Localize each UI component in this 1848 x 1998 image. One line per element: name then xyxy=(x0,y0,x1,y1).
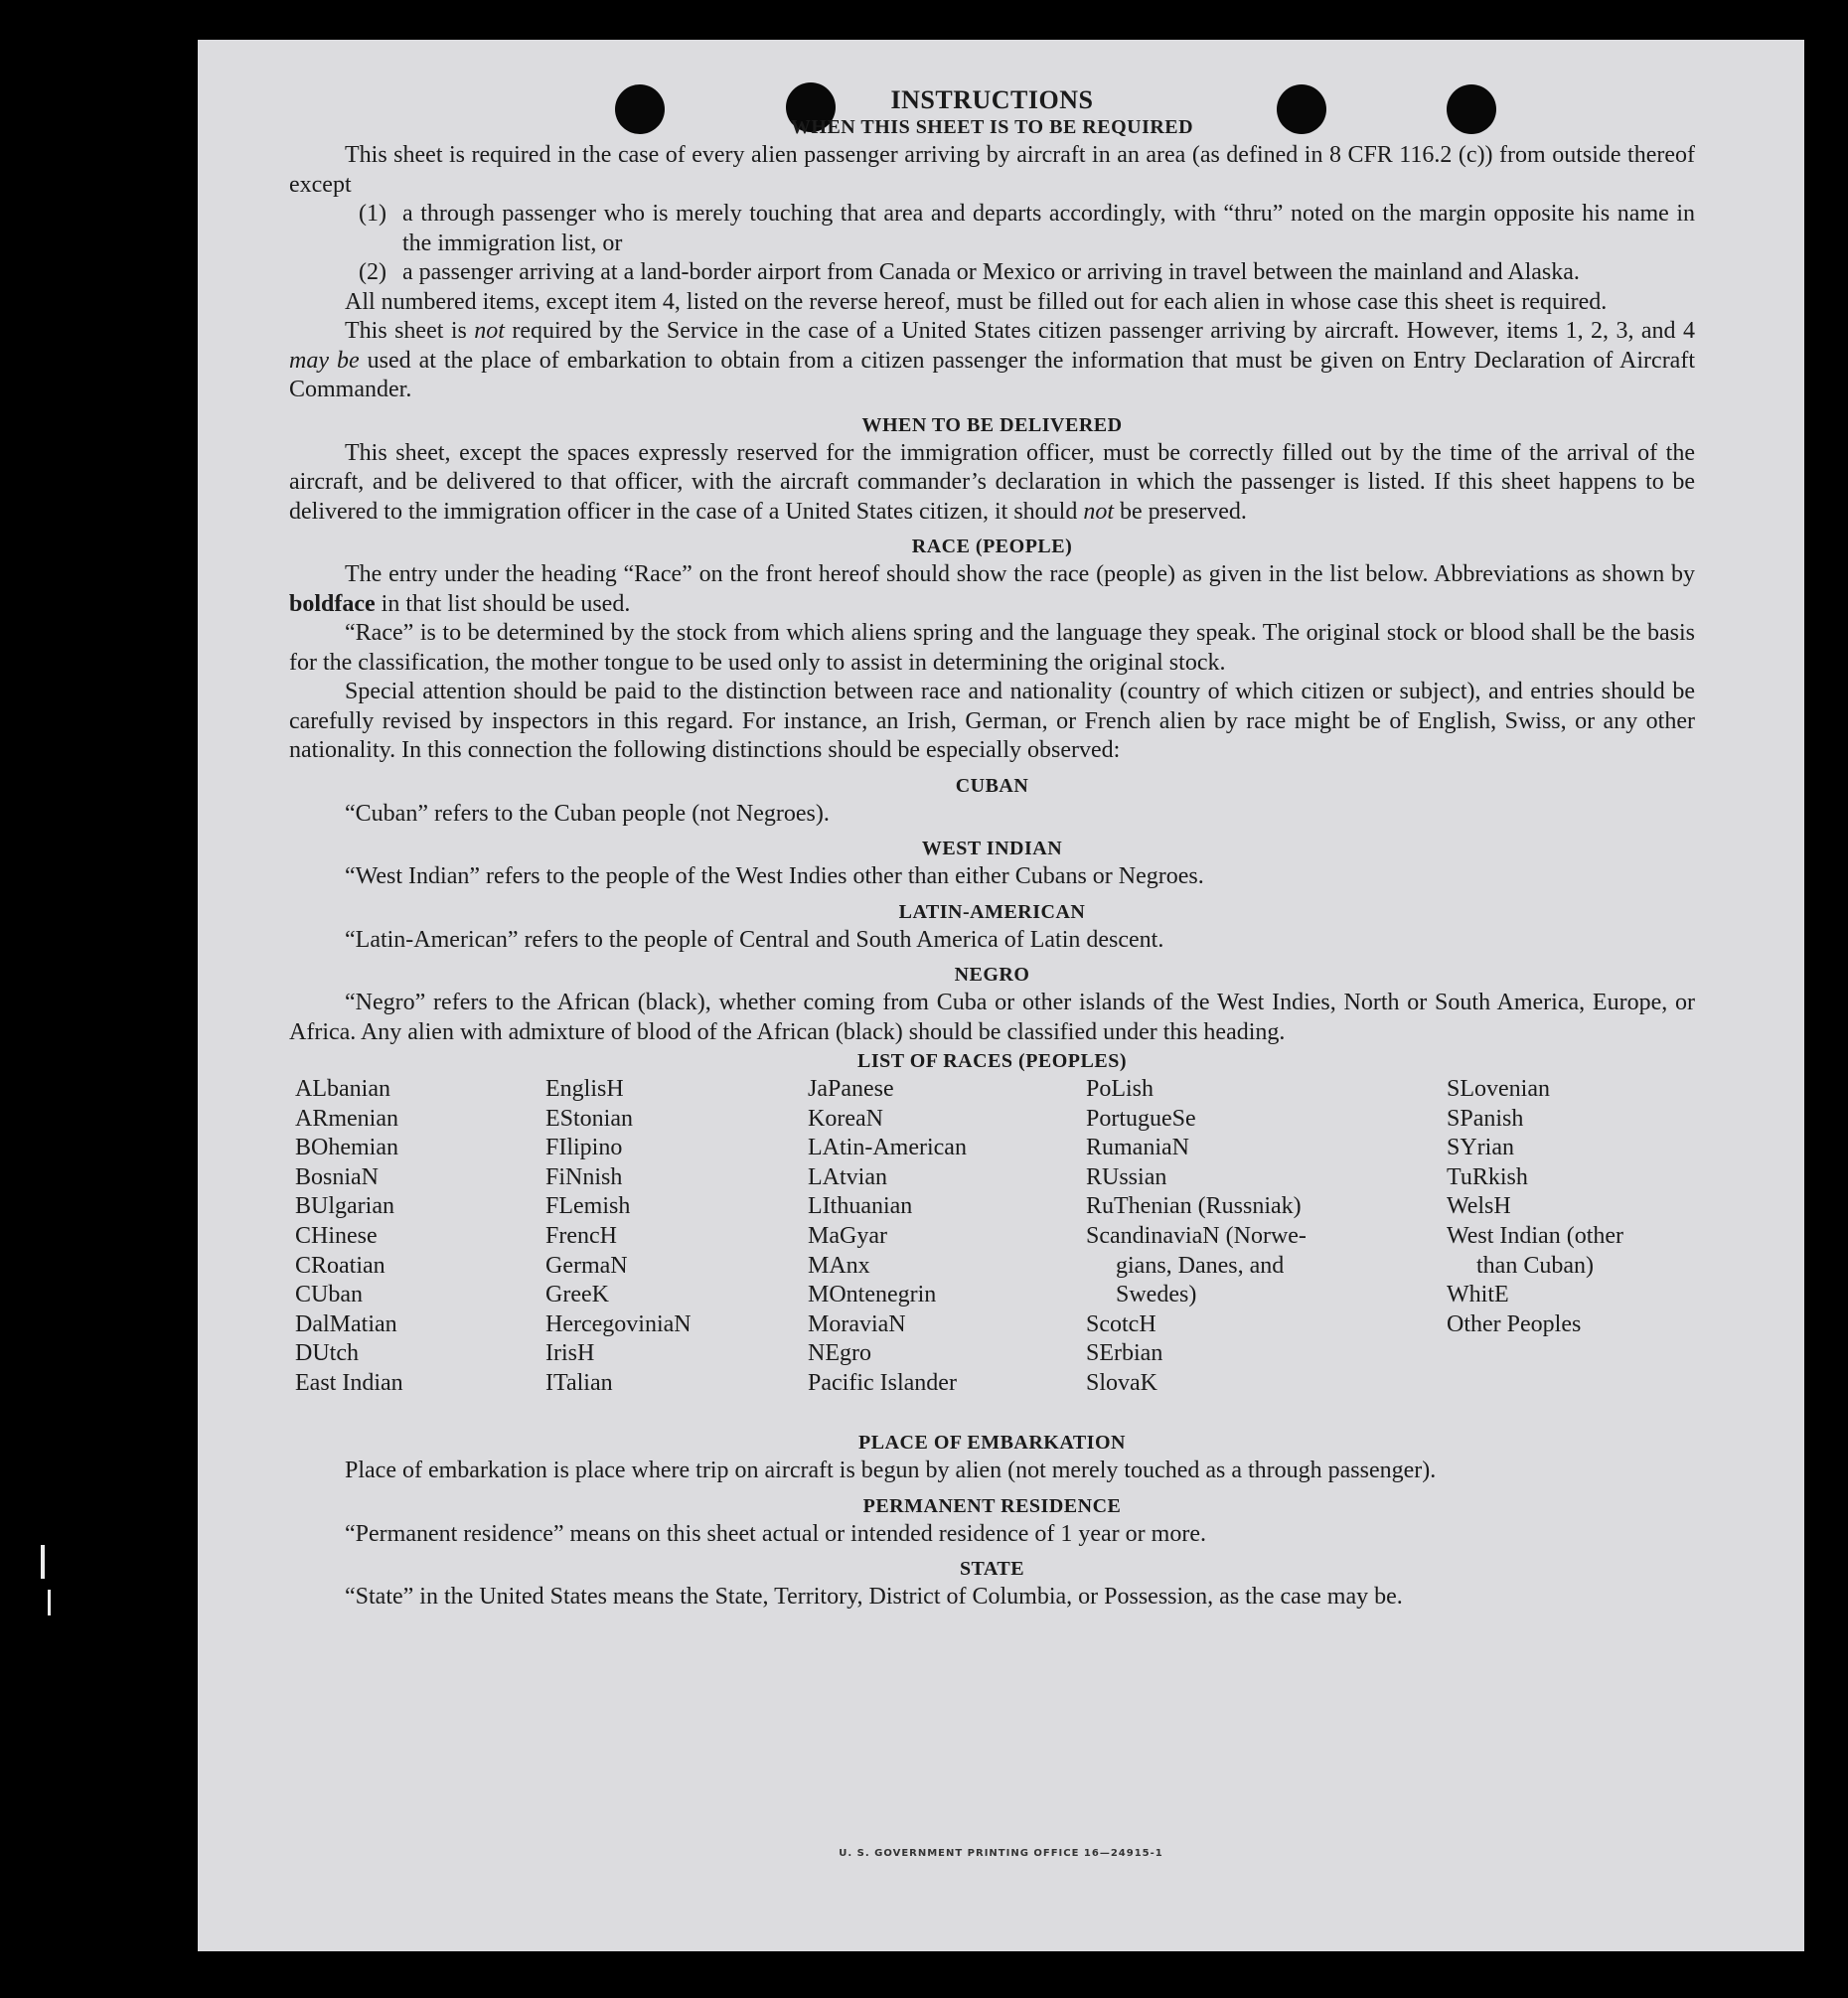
race-entry: Swedes) xyxy=(1116,1282,1197,1308)
race-entry: West Indian (other xyxy=(1447,1222,1624,1249)
race-entry: EnglisH xyxy=(545,1076,624,1102)
race-entry: TuRkish xyxy=(1447,1163,1528,1190)
race-entry: SLovenian xyxy=(1447,1076,1550,1102)
heading-embarkation: PLACE OF EMBARKATION xyxy=(858,1432,1126,1454)
race-entry: BosniaN xyxy=(295,1163,379,1190)
item-text: a through passenger who is merely touching that area and departs accordingly, with “thru” noted on the margin opposite his name in the immigration list, or xyxy=(402,201,1695,256)
numbered-item xyxy=(289,200,1695,258)
race-entry: SPanish xyxy=(1447,1105,1524,1132)
race-entry: BOhemian xyxy=(295,1135,398,1161)
race-column-4 xyxy=(1086,1075,1307,1399)
numbered-item xyxy=(289,258,1695,288)
race-entry: NEgro xyxy=(808,1340,871,1367)
heading-list-of-races: LIST OF RACES (PEOPLES) xyxy=(856,1050,1127,1072)
text-run: used at the place of embarkation to obtain from a citizen passenger the information that must be given on Entry Declaration of Aircraft Commander. xyxy=(289,347,1695,402)
italic-run: not xyxy=(1083,498,1114,525)
race-entry: ALbanian xyxy=(295,1076,390,1102)
heading-negro: NEGRO xyxy=(954,964,1030,986)
paragraph xyxy=(289,560,1695,619)
race-entry: MOntenegrin xyxy=(808,1282,937,1308)
race-entry: PortugueSe xyxy=(1086,1105,1196,1132)
race-entry: LAtvian xyxy=(808,1163,887,1190)
race-entry: SErbian xyxy=(1086,1340,1163,1367)
race-entry: ARmenian xyxy=(295,1105,398,1132)
scan-artifact xyxy=(48,1590,51,1615)
paragraph: “Cuban” refers to the Cuban people (not Negroes). xyxy=(345,800,830,827)
race-entry: DalMatian xyxy=(295,1310,397,1337)
text-run: This sheet is xyxy=(345,318,475,344)
printer-imprint: U. S. GOVERNMENT PRINTING OFFICE 16—24915-1 xyxy=(839,1848,1163,1859)
heading-permanent-residence: PERMANENT RESIDENCE xyxy=(862,1494,1122,1517)
heading-west-indian: WEST INDIAN xyxy=(921,838,1063,859)
race-entry: FrencH xyxy=(545,1222,617,1249)
race-column-3 xyxy=(808,1075,967,1399)
paragraph: This sheet is required in the case of every alien passenger arriving by aircraft in an area (as defined in 8 CFR 116.2 (c)) from outside thereof except xyxy=(289,142,1695,198)
item-number: (1) xyxy=(359,201,386,227)
text-run: This sheet, except the spaces expressly reserved for the immigration officer, must be correctly filled out by the time of the arrival of the aircraft, and be delivered to that officer, with the aircraft commander’s declaration in which the passenger is listed. If this sheet happens to be delivered to the immigration officer in the case of a United States citizen, it should xyxy=(289,439,1695,525)
paragraph: Special attention should be paid to the distinction between race and nationality (country of which citizen or subject), and entries should be carefully revised by inspectors in this regard. For instance, an Irish, German, or French alien by race might be of English, Swiss, or any other nationality. In this connection the following distinctions should be especially observed: xyxy=(289,679,1695,763)
race-entry: GreeK xyxy=(545,1282,609,1308)
heading-state: STATE xyxy=(959,1558,1025,1580)
paragraph: “Race” is to be determined by the stock from which aliens spring and the language they speak. The original stock or blood shall be the basis for the classification, the mother tongue to be used only to assist in determining the original stock. xyxy=(289,620,1695,676)
race-entry: JaPanese xyxy=(808,1076,894,1102)
race-entry: HercegoviniaN xyxy=(545,1310,692,1337)
text-run: required by the Service in the case of a United States citizen passenger arriving by aircraft. However, items 1, 2, 3, and 4 xyxy=(504,318,1695,344)
race-entry: than Cuban) xyxy=(1476,1252,1594,1279)
race-entry: DUtch xyxy=(295,1340,359,1367)
race-entry: WhitE xyxy=(1447,1282,1509,1308)
race-entry: RuThenian (Russniak) xyxy=(1086,1193,1302,1220)
text-run: The entry under the heading “Race” on the front hereof should show the race (people) as given in the list below. Abbreviations as shown by xyxy=(345,561,1695,587)
italic-run: not xyxy=(474,318,505,344)
race-entry: SlovaK xyxy=(1086,1369,1157,1396)
paragraph: “Permanent residence” means on this sheet actual or intended residence of 1 year or more. xyxy=(345,1520,1206,1547)
race-column-5 xyxy=(1447,1075,1623,1339)
paragraph xyxy=(289,317,1695,405)
italic-run: may be xyxy=(289,347,360,374)
document-sheet xyxy=(198,40,1804,1951)
paragraph: Place of embarkation is place where trip on aircraft is begun by alien (not merely touched as a through passenger). xyxy=(345,1458,1437,1483)
race-entry: SYrian xyxy=(1447,1135,1514,1161)
paragraph xyxy=(289,439,1695,528)
race-entry: GermaN xyxy=(545,1252,628,1279)
race-entry: RumaniaN xyxy=(1086,1135,1189,1161)
race-entry: WelsH xyxy=(1447,1193,1511,1220)
paragraph: “Negro” refers to the African (black), whether coming from Cuba or other islands of the West Indies, North or South America, Europe, or Africa. Any alien with admixture of blood of the African (black) should be classified under this heading. xyxy=(289,990,1695,1045)
race-entry: IrisH xyxy=(545,1340,595,1367)
race-entry: MoraviaN xyxy=(808,1310,906,1337)
text-run: in that list should be used. xyxy=(375,590,631,617)
race-entry: LIthuanian xyxy=(808,1193,913,1220)
race-entry: MAnx xyxy=(808,1252,870,1279)
race-column-1 xyxy=(295,1075,403,1399)
paragraph: “State” in the United States means the State, Territory, District of Columbia, or Possession, as the case may be. xyxy=(345,1584,1403,1610)
race-column-2 xyxy=(545,1075,692,1399)
paragraph: All numbered items, except item 4, listed on the reverse hereof, must be filled out for each alien in whose case this sheet is required. xyxy=(345,288,1608,315)
race-entry: FIlipino xyxy=(545,1135,623,1161)
race-list xyxy=(289,1075,1695,1423)
race-entry: FiNnish xyxy=(545,1163,623,1190)
scan-artifact xyxy=(41,1545,45,1579)
race-entry: BUlgarian xyxy=(295,1193,394,1220)
item-text: a passenger arriving at a land-border airport from Canada or Mexico or arriving in travel between the mainland and Alaska. xyxy=(402,259,1580,285)
item-number: (2) xyxy=(359,259,386,285)
race-entry: gians, Danes, and xyxy=(1116,1252,1285,1279)
race-entry: LAtin-American xyxy=(808,1135,967,1161)
bold-run: boldface xyxy=(289,590,376,617)
heading-race: RACE (PEOPLE) xyxy=(911,536,1073,557)
heading-delivered: WHEN TO BE DELIVERED xyxy=(861,413,1123,436)
page-title: INSTRUCTIONS xyxy=(890,85,1094,114)
race-entry: MaGyar xyxy=(808,1222,887,1249)
race-entry: CRoatian xyxy=(295,1252,385,1279)
text-run: be preserved. xyxy=(1114,498,1247,525)
race-entry: ITalian xyxy=(545,1369,613,1396)
race-entry: CHinese xyxy=(295,1222,378,1249)
race-entry: FLemish xyxy=(545,1193,631,1220)
heading-required: WHEN THIS SHEET IS TO BE REQUIRED xyxy=(790,116,1194,138)
race-entry: EStonian xyxy=(545,1105,633,1132)
race-entry: ScandinaviaN (Norwe- xyxy=(1086,1222,1307,1249)
race-entry: ScotcH xyxy=(1086,1310,1156,1337)
race-entry: RUssian xyxy=(1086,1163,1167,1190)
race-entry: Other Peoples xyxy=(1447,1310,1582,1337)
race-entry: CUban xyxy=(295,1282,363,1308)
race-entry: Pacific Islander xyxy=(808,1369,957,1396)
race-entry: KoreaN xyxy=(808,1105,883,1132)
race-entry: PoLish xyxy=(1086,1076,1155,1102)
race-entry: East Indian xyxy=(295,1369,403,1396)
instructions-body xyxy=(289,85,1695,1613)
paragraph: “West Indian” refers to the people of the West Indies other than either Cubans or Negroes. xyxy=(345,863,1204,889)
heading-cuban: CUBAN xyxy=(955,774,1029,797)
heading-latin-american: LATIN-AMERICAN xyxy=(898,900,1086,923)
paragraph: “Latin-American” refers to the people of Central and South America of Latin descent. xyxy=(345,926,1164,953)
